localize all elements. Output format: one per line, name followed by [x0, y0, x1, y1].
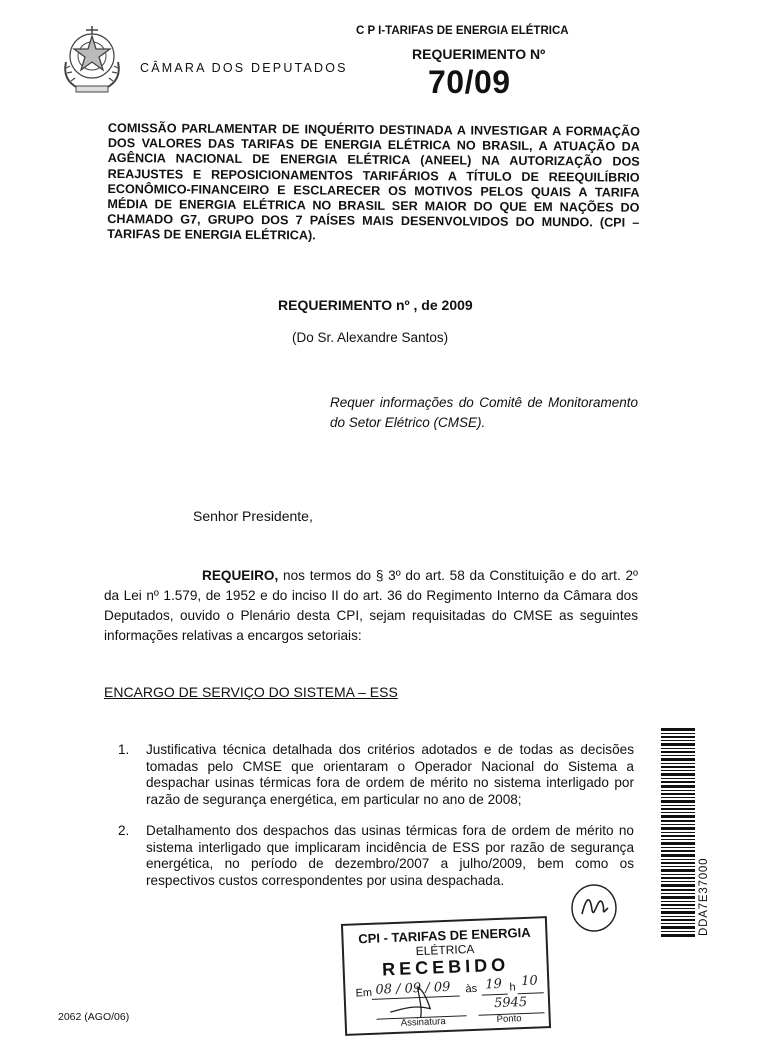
list-item: [118, 823, 634, 889]
body-text: nos termos do § 3º do art. 58 da Constituição e do art. 2º da Lei nº 1.579, de 1952 e do inciso II do art. 36 do Regimento Interno da Câmara dos Deputados, ouvido o Plenário desta CPI, sejam requisitadas do CMSE as seguintes informações relativas a encargos setoriais:: [104, 568, 638, 643]
body-paragraph: [104, 566, 638, 646]
stamp-signature-label: Assinatura: [400, 1016, 446, 1029]
stamp-line-2: ELÉTRICA: [415, 941, 475, 959]
section-title: ENCARGO DE SERVIÇO DO SISTEMA – ESS: [104, 684, 398, 700]
requerimento-number: 70/09: [428, 64, 511, 100]
cpi-header-label: C P I-TARIFAS DE ENERGIA ELÉTRICA: [356, 25, 569, 37]
ementa: Requer informações do Comitê de Monitoramento do Setor Elétrico (CMSE).: [330, 395, 638, 430]
stamp-as-label: às: [465, 982, 478, 996]
author-line: (Do Sr. Alexandre Santos): [292, 330, 449, 345]
list-item-text: Justificativa técnica detalhada dos critérios adotados e de todas as decisões tomadas pelo CMSE que orientaram o Operador Nacional do Sistema a despachar usinas térmicas fora de ordem de mérito no sistema interligado por razão de segurança energética, em particular no ano de 2008;: [146, 742, 634, 807]
handwritten-initials-icon: [568, 880, 620, 934]
commission-preamble: COMISSÃO PARLAMENTAR DE INQUÉRITO DESTINADA A INVESTIGAR A FORMAÇÃO DOS VALORES DAS TARIFAS DE ENERGIA ELÉTRICA NO BRASIL, A ATUAÇÃO DA AGÊNCIA NACIONAL DE ENERGIA ELÉTRICA (ANEEL) NA AUTORIZAÇÃO DOS REAJUSTES E REPOSICIONAMENTOS TARIFÁRIOS A TÍTULO DE REEQUILÍBRIO ECONÔMICO-FINANCEIRO E ESCLARECER OS MOTIVOS PELOS QUAIS A TARIFA MÉDIA DE ENERGIA ELÉTRICA NO BRASIL SER MAIOR DO QUE EM NAÇÕES DO CHAMADO G7, GRUPO DOS 7 PAÍSES MAIS DESENVOLVIDOS DO MUNDO. (CPI – TARIFAS DE ENERGIA ELÉTRICA).: [107, 121, 640, 243]
document-title: REQUERIMENTO nº , de 2009: [278, 297, 473, 313]
signature-icon: [385, 984, 456, 1021]
stamp-h-label: h: [509, 981, 516, 994]
request-list: [118, 742, 634, 904]
stamp-em-label: Em: [355, 986, 373, 1000]
list-item: [118, 742, 634, 808]
list-item-number: 2.: [118, 823, 130, 838]
stamp-ponto-label: Ponto: [496, 1013, 522, 1026]
chamber-name: CÂMARA DOS DEPUTADOS: [140, 61, 348, 75]
stamp-minute: 10: [520, 973, 539, 990]
list-item-number: 1.: [118, 742, 130, 757]
form-code: 2062 (AGO/06): [58, 1011, 130, 1023]
barcode-icon: [661, 728, 695, 938]
stamp-date: 08 / 09 / 09: [375, 979, 451, 998]
requerimento-label: REQUERIMENTO Nº: [412, 46, 546, 62]
stamp-ponto-value: 5945: [493, 994, 528, 1012]
list-item-text: Detalhamento dos despachos das usinas térmicas fora de ordem de mérito no sistema interligado que implicaram incidência de ESS por razão de segurança energética, no período de dezembro/2007 a julho/2009, bem como os respectivos custos correspondentes por usina despachada.: [146, 823, 634, 888]
stamp-hour: 19: [485, 976, 503, 993]
barcode-text: DDA7E37000: [698, 857, 710, 936]
received-stamp: [341, 916, 551, 1036]
body-lead: REQUEIRO,: [202, 568, 279, 583]
coat-of-arms-icon: [56, 22, 128, 96]
stamp-received: RECEBIDO: [381, 954, 510, 980]
stamp-line-1: CPI - TARIFAS DE ENERGIA: [358, 924, 531, 947]
greeting: Senhor Presidente,: [193, 508, 313, 524]
